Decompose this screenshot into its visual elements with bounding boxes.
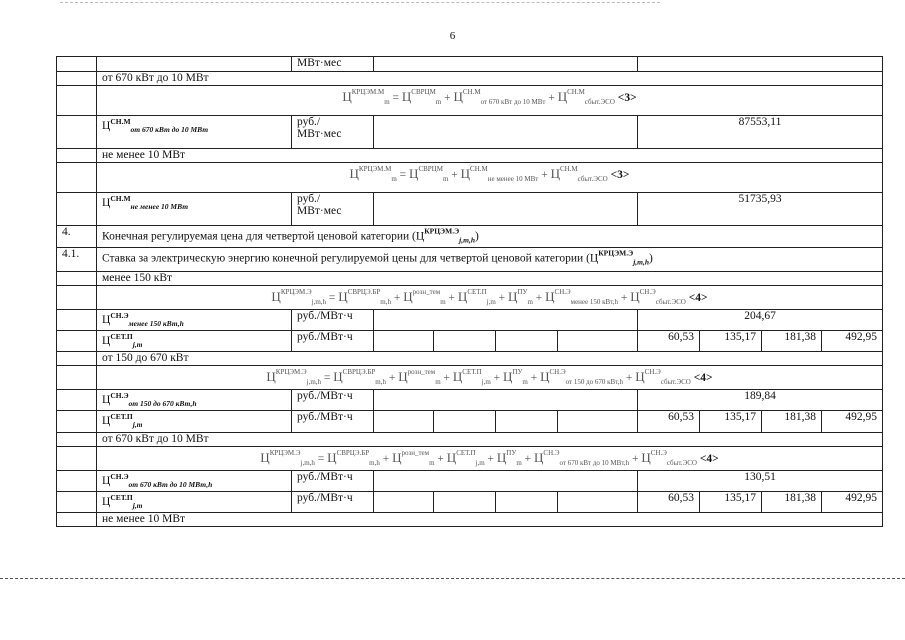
tariff-value: 135,17 [700,331,762,352]
table-row [57,470,883,491]
item-number: 4.1. [57,248,97,272]
tariff-value: 181,38 [762,411,822,432]
energy-formula: $Ц^{КРЦЭМ.Э}_{j,m,h} = Ц^{СВРЦЭ.БР}_{m,h} + Ц^{розн\_тем}_m + Ц^{СЕТ.П}_{j,m} + Ц^{ПУ}_m + Ц^{СН.Э}_{от 670 кВт до 10 МВт,h} + Ц^{СН.Э}_{сбыт.ЭСО} <4>$ [97,446,883,470]
unit-cell: руб./МВт·ч [292,470,374,491]
unit-cell: руб./ МВт·мес [292,193,374,226]
tariff-value: 181,38 [762,331,822,352]
band-label: от 150 до 670 кВт [97,352,883,366]
price-value: 87553,11 [638,116,883,149]
table-row [57,390,883,411]
indicator-label: $Ц^{СН.Э}_{менее 150 кВт,h}$ [97,310,292,331]
table-row [57,149,883,163]
table-row [57,331,883,352]
table-row [57,86,883,116]
indicator-label: $Ц^{СН.М}_{от 670 кВт до 10 МВт}$ [97,116,292,149]
table-row [57,72,883,86]
indicator-label: $Ц^{СН.Э}_{от 150 до 670 кВт,h}$ [97,390,292,411]
table-row [57,446,883,470]
table-row [57,116,883,149]
band-label: не менее 10 МВт [97,149,883,163]
item-number: 4. [57,226,97,248]
page-number: 6 [449,30,456,42]
tariff-value: 60,53 [638,411,700,432]
capacity-formula: $Ц^{КРЦЭМ.М}_m = Ц^{СВРЦМ}_m + Ц^{СН.М}_{не менее 10 МВт} + Ц^{СН.М}_{сбыт.ЭСО} <3>$ [97,163,883,193]
table-row [57,491,883,512]
price-value: 204,67 [638,310,883,331]
price-value: 130,51 [638,470,883,491]
energy-formula: $Ц^{КРЦЭМ.Э}_{j,m,h} = Ц^{СВРЦЭ.БР}_{m,h} + Ц^{розн\_тем}_m + Ц^{СЕТ.П}_{j,m} + Ц^{ПУ}_m + Ц^{СН.Э}_{менее 150 кВт,h} + Ц^{СН.Э}_{сбыт.ЭСО} <4>$ [97,286,883,310]
unit-cell: МВт·мес [292,57,374,72]
tariff-value: 492,95 [822,491,883,512]
band-label: не менее 10 МВт [97,512,883,526]
table-row [57,352,883,366]
indicator-label: $Ц^{СЕТ.П}_{j,m}$ [97,331,292,352]
capacity-formula: $Ц^{КРЦЭМ.М}_m = Ц^{СВРЦМ}_m + Ц^{СН.М}_{от 670 кВт до 10 МВт} + Ц^{СН.М}_{сбыт.ЭСО} <3>$ [97,86,883,116]
table-row [57,286,883,310]
unit-cell: руб./ МВт·мес [292,116,374,149]
tariff-table [56,56,883,527]
scan-artifact-line [60,2,660,4]
indicator-label: $Ц^{СН.Э}_{от 670 кВт до 10 МВт,h}$ [97,470,292,491]
tariff-value: 60,53 [638,331,700,352]
band-label: от 670 кВт до 10 МВт [97,432,883,446]
unit-cell: руб./МВт·ч [292,390,374,411]
tariff-value: 60,53 [638,491,700,512]
tariff-value: 135,17 [700,491,762,512]
table-row [57,411,883,432]
table-row [57,248,883,272]
table-row [57,226,883,248]
tariff-value: 135,17 [700,411,762,432]
unit-cell: руб./МВт·ч [292,331,374,352]
item-title: Конечная регулируемая цена для четвертой ценовой категории $(Ц^{КРЦЭМ.Э}_{j,m,h})$ [97,226,883,248]
tariff-value: 492,95 [822,331,883,352]
price-value: 189,84 [638,390,883,411]
table-row [57,193,883,226]
energy-bands [57,272,883,513]
unit-cell: руб./МВт·ч [292,491,374,512]
unit-cell: руб./МВт·ч [292,310,374,331]
table-row [57,512,883,526]
band-label: от 670 кВт до 10 МВт [97,72,883,86]
table-row [57,366,883,390]
energy-formula: $Ц^{КРЦЭМ.Э}_{j,m,h} = Ц^{СВРЦЭ.БР}_{m,h} + Ц^{розн\_тем}_m + Ц^{СЕТ.П}_{j,m} + Ц^{ПУ}_m + Ц^{СН.Э}_{от 150 до 670 кВт,h} + Ц^{СН.Э}_{сбыт.ЭСО} <4>$ [97,366,883,390]
table-row [57,272,883,286]
tariff-value: 181,38 [762,491,822,512]
table-row [57,432,883,446]
item-title: Ставка за электрическую энергию конечной регулируемой цены для четвертой ценовой категории $(Ц^{КРЦЭМ.Э}_{j,m,h})$ [97,248,883,272]
scan-artifact-line [0,578,905,580]
band-label: менее 150 кВт [97,272,883,286]
indicator-label: $Ц^{СЕТ.П}_{j,m}$ [97,491,292,512]
table-row [57,163,883,193]
table-row [57,310,883,331]
indicator-label: $Ц^{СЕТ.П}_{j,m}$ [97,411,292,432]
price-value: 51735,93 [638,193,883,226]
unit-cell: руб./МВт·ч [292,411,374,432]
tariff-value: 492,95 [822,411,883,432]
table-row [57,57,883,72]
indicator-label: $Ц^{СН.М}_{не менее 10 МВт}$ [97,193,292,226]
